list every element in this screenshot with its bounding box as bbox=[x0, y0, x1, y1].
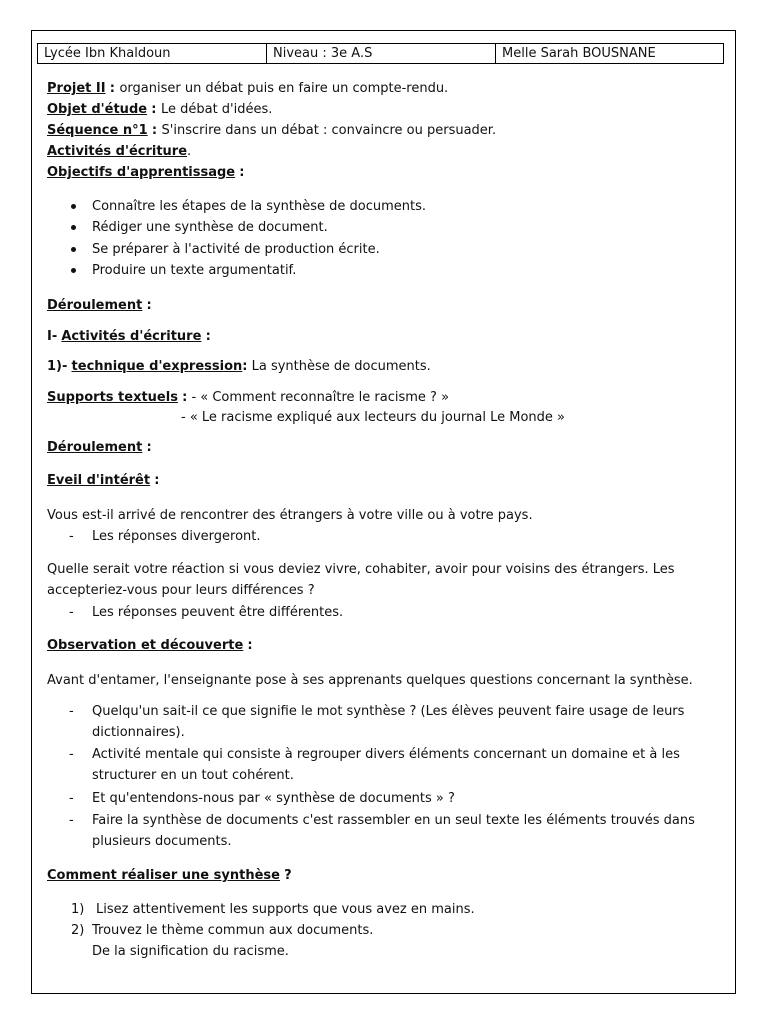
comment-continuation: De la signification du racisme. bbox=[92, 944, 289, 959]
activites-label: Activités d'écriture bbox=[47, 144, 188, 159]
comment-heading: Comment réaliser une synthèse ? bbox=[47, 868, 292, 883]
projet-line: Projet II : organiser un débat puis en faire un compte-rendu. bbox=[47, 81, 449, 96]
header-table bbox=[37, 43, 724, 64]
level-cell: Niveau : 3e A.S bbox=[267, 44, 496, 64]
eveil-question-2: Quelle serait votre réaction si vous deviez vivre, cohabiter, avoir pour voisins des étrangers. Les accepteriez-vous pour leurs différences ? bbox=[47, 562, 675, 598]
observation-intro: Avant d'entamer, l'enseignante pose à ses apprenants quelques questions concernant la synthèse. bbox=[47, 673, 693, 688]
deroulement-heading: Déroulement : bbox=[47, 298, 152, 313]
teacher-cell: Melle Sarah BOUSNANE bbox=[496, 44, 724, 64]
projet-label: Projet II bbox=[47, 81, 106, 96]
sequence-text: S'inscrire dans un débat : convaincre ou persuader. bbox=[161, 123, 497, 138]
projet-text: organiser un débat puis en faire un compte-rendu. bbox=[119, 81, 449, 96]
school-cell: Lycée Ibn Khaldoun bbox=[38, 44, 267, 64]
bullet-icon bbox=[71, 225, 76, 230]
objet-label: Objet d'étude bbox=[47, 102, 148, 117]
section1-heading: I- Activités d'écriture : bbox=[47, 329, 211, 344]
deroulement-heading-2: Déroulement : bbox=[47, 440, 152, 455]
bullet-icon bbox=[71, 247, 76, 252]
bullet-icon bbox=[71, 204, 76, 209]
observation-heading: Observation et découverte : bbox=[47, 638, 253, 653]
objet-text: Le débat d'idées. bbox=[160, 102, 273, 117]
eveil-question-1: Vous est-il arrivé de rencontrer des étrangers à votre ville ou à votre pays. bbox=[47, 508, 533, 523]
sequence-line: Séquence n°1 : S'inscrire dans un débat : convaincre ou persuader. bbox=[47, 123, 497, 138]
objet-line: Objet d'étude : Le débat d'idées. bbox=[47, 102, 273, 117]
supports-item-2: - « Le racisme expliqué aux lecteurs du journal Le Monde » bbox=[181, 410, 566, 425]
objectifs-line: Objectifs d'apprentissage : bbox=[47, 165, 245, 180]
eveil-heading: Eveil d'intérêt : bbox=[47, 473, 160, 488]
activites-line: Activités d'écriture. bbox=[47, 144, 192, 159]
technique-line: 1)- technique d'expression: La synthèse de documents. bbox=[47, 359, 431, 374]
bullet-icon bbox=[71, 268, 76, 273]
sequence-label: Séquence n°1 bbox=[47, 123, 148, 138]
supports-line: Supports textuels : - « Comment reconnaître le racisme ? » bbox=[47, 390, 450, 405]
objectifs-label: Objectifs d'apprentissage bbox=[47, 165, 236, 180]
